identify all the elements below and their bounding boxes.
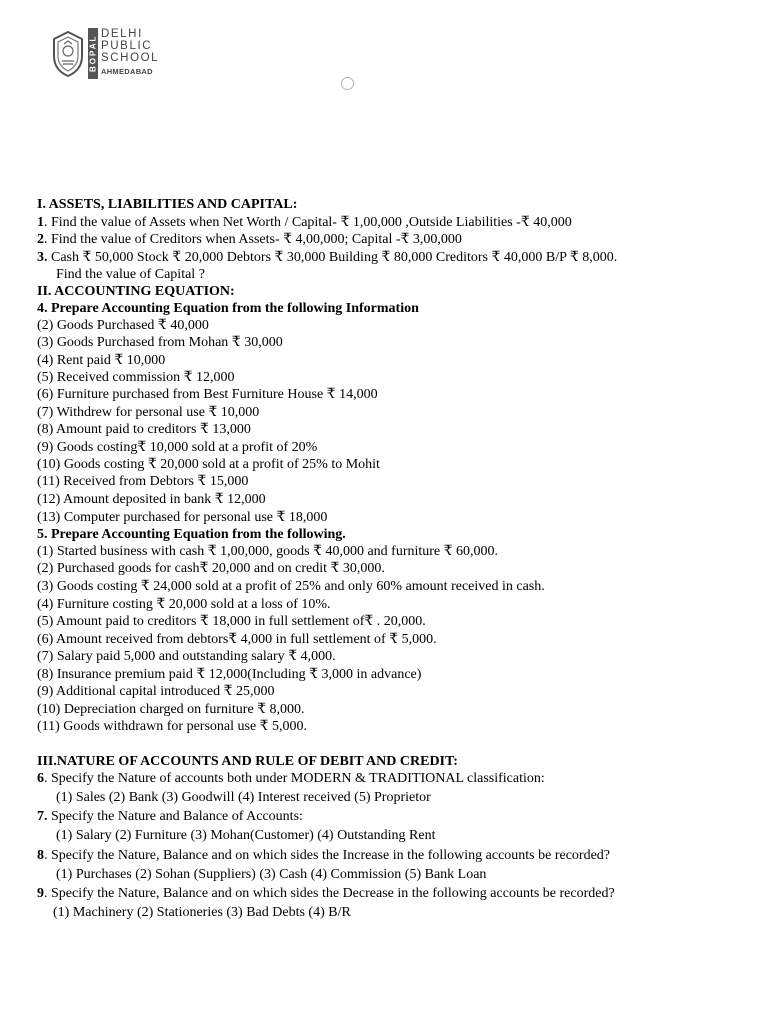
line-text: (12) Amount deposited in bank ₹ 12,000 xyxy=(37,492,266,507)
question-line xyxy=(37,649,336,665)
section-heading xyxy=(37,284,235,300)
line-text: (2) Purchased goods for cash₹ 20,000 and on credit ₹ 30,000. xyxy=(37,561,385,576)
line-text: Specify the Nature and Balance of Accounts: xyxy=(47,809,303,824)
question-line xyxy=(37,215,572,231)
line-text: (11) Received from Debtors ₹ 15,000 xyxy=(37,474,249,489)
question-line xyxy=(56,867,486,883)
question-line xyxy=(37,614,426,630)
question-line xyxy=(37,809,303,825)
question-line xyxy=(37,474,248,490)
section-heading xyxy=(37,527,346,543)
line-text: Find the value of Capital ? xyxy=(56,267,205,282)
line-text: (5) Received commission ₹ 12,000 xyxy=(37,370,235,385)
line-text: (6) Amount received from debtors₹ 4,000 in full settlement of ₹ 5,000. xyxy=(37,632,437,647)
question-number: 2 xyxy=(37,232,44,247)
logo-text-line: DELHI xyxy=(101,28,143,40)
line-text: . Find the value of Creditors when Assets- ₹ 4,00,000; Capital -₹ 3,00,000 xyxy=(44,232,462,247)
line-text: (10) Goods costing ₹ 20,000 sold at a profit of 25% to Mohit xyxy=(37,457,380,472)
line-text: (10) Depreciation charged on furniture ₹ 8,000. xyxy=(37,702,305,717)
line-text: (1) Started business with cash ₹ 1,00,000, goods ₹ 40,000 and furniture ₹ 60,000. xyxy=(37,544,499,559)
line-text: Cash ₹ 50,000 Stock ₹ 20,000 Debtors ₹ 30,000 Building ₹ 80,000 Creditors ₹ 40,000 B/P ₹ 8,000. xyxy=(47,250,618,265)
line-text: (2) Goods Purchased ₹ 40,000 xyxy=(37,318,209,333)
question-line xyxy=(37,886,615,902)
line-text: (1) Sales (2) Bank (3) Goodwill (4) Interest received (5) Proprietor xyxy=(56,790,431,805)
line-text: (9) Additional capital introduced ₹ 25,000 xyxy=(37,684,275,699)
question-line xyxy=(37,719,307,735)
question-line xyxy=(37,848,610,864)
line-text: . Specify the Nature, Balance and on which sides the Decrease in the following accounts be recorded? xyxy=(44,886,615,901)
question-line xyxy=(37,370,234,386)
question-line xyxy=(37,232,462,248)
line-text: (3) Goods costing ₹ 24,000 sold at a profit of 25% and only 60% amount received in cash. xyxy=(37,579,545,594)
question-line xyxy=(37,667,421,683)
line-text: (5) Amount paid to creditors ₹ 18,000 in full settlement of₹ . 20,000. xyxy=(37,614,426,629)
question-line xyxy=(37,457,380,473)
question-line xyxy=(56,267,205,283)
question-line xyxy=(37,250,617,266)
line-text: I. ASSETS, LIABILITIES AND CAPITAL: xyxy=(37,197,298,212)
question-line xyxy=(37,597,331,613)
question-line xyxy=(37,405,259,421)
question-line xyxy=(37,353,165,369)
line-text: (4) Furniture costing ₹ 20,000 sold at a loss of 10%. xyxy=(37,597,331,612)
line-text: (8) Amount paid to creditors ₹ 13,000 xyxy=(37,422,251,437)
question-line xyxy=(37,771,545,787)
line-text: II. ACCOUNTING EQUATION: xyxy=(37,284,235,299)
line-text: . Specify the Nature of accounts both under MODERN & TRADITIONAL classification: xyxy=(44,771,545,786)
line-text: . Find the value of Assets when Net Worth / Capital- ₹ 1,00,000 ,Outside Liabilities -₹ 40,000 xyxy=(44,215,572,230)
question-line xyxy=(37,422,251,438)
line-text: (9) Goods costing₹ 10,000 sold at a profit of 20% xyxy=(37,440,318,455)
line-text: (7) Withdrew for personal use ₹ 10,000 xyxy=(37,405,260,420)
logo-text-line: PUBLIC xyxy=(101,40,153,52)
logo-strip-text: BOPAL xyxy=(88,28,98,79)
line-text: (8) Insurance premium paid ₹ 12,000(Including ₹ 3,000 in advance) xyxy=(37,667,422,682)
logo-text-line: AHMEDABAD xyxy=(101,67,153,76)
question-line xyxy=(56,790,431,806)
question-number: 7. xyxy=(37,809,48,824)
question-line xyxy=(53,905,351,921)
section-heading xyxy=(37,754,458,770)
line-text: (7) Salary paid 5,000 and outstanding salary ₹ 4,000. xyxy=(37,649,336,664)
question-line xyxy=(37,335,283,351)
question-line xyxy=(37,440,317,456)
line-text: (3) Goods Purchased from Mohan ₹ 30,000 xyxy=(37,335,283,350)
logo-text-line: SCHOOL xyxy=(101,52,160,64)
line-text: III.NATURE OF ACCOUNTS AND RULE OF DEBIT AND CREDIT: xyxy=(37,754,458,769)
question-number: 8 xyxy=(37,848,44,863)
question-line xyxy=(37,632,437,648)
question-line xyxy=(37,318,209,334)
line-text: (1) Purchases (2) Sohan (Suppliers) (3) Cash (4) Commission (5) Bank Loan xyxy=(56,867,487,882)
question-number: 6 xyxy=(37,771,44,786)
question-number: 1 xyxy=(37,215,44,230)
question-number: 3. xyxy=(37,250,48,265)
question-line xyxy=(56,828,435,844)
question-line xyxy=(37,544,498,560)
line-text: (1) Machinery (2) Stationeries (3) Bad Debts (4) B/R xyxy=(53,905,351,920)
line-text: 4. Prepare Accounting Equation from the following Information xyxy=(37,301,419,316)
question-line xyxy=(37,702,305,718)
question-line xyxy=(37,492,266,508)
question-number: 9 xyxy=(37,886,44,901)
line-text: (4) Rent paid ₹ 10,000 xyxy=(37,353,166,368)
section-heading xyxy=(37,301,419,317)
line-text: 5. Prepare Accounting Equation from the following. xyxy=(37,527,346,542)
line-text: (1) Salary (2) Furniture (3) Mohan(Customer) (4) Outstanding Rent xyxy=(56,828,436,843)
line-text: (6) Furniture purchased from Best Furniture House ₹ 14,000 xyxy=(37,387,378,402)
line-text: . Specify the Nature, Balance and on which sides the Increase in the following accounts be recorded? xyxy=(44,848,611,863)
line-text: (11) Goods withdrawn for personal use ₹ 5,000. xyxy=(37,719,308,734)
section-heading xyxy=(37,197,297,213)
school-logo xyxy=(51,28,160,80)
question-line xyxy=(37,510,327,526)
question-line xyxy=(37,387,378,403)
question-line xyxy=(37,561,385,577)
line-text: (13) Computer purchased for personal use ₹ 18,000 xyxy=(37,510,328,525)
question-line xyxy=(37,684,275,700)
question-line xyxy=(37,579,545,595)
circle-mark-icon xyxy=(341,77,354,90)
school-crest-icon xyxy=(51,30,85,78)
